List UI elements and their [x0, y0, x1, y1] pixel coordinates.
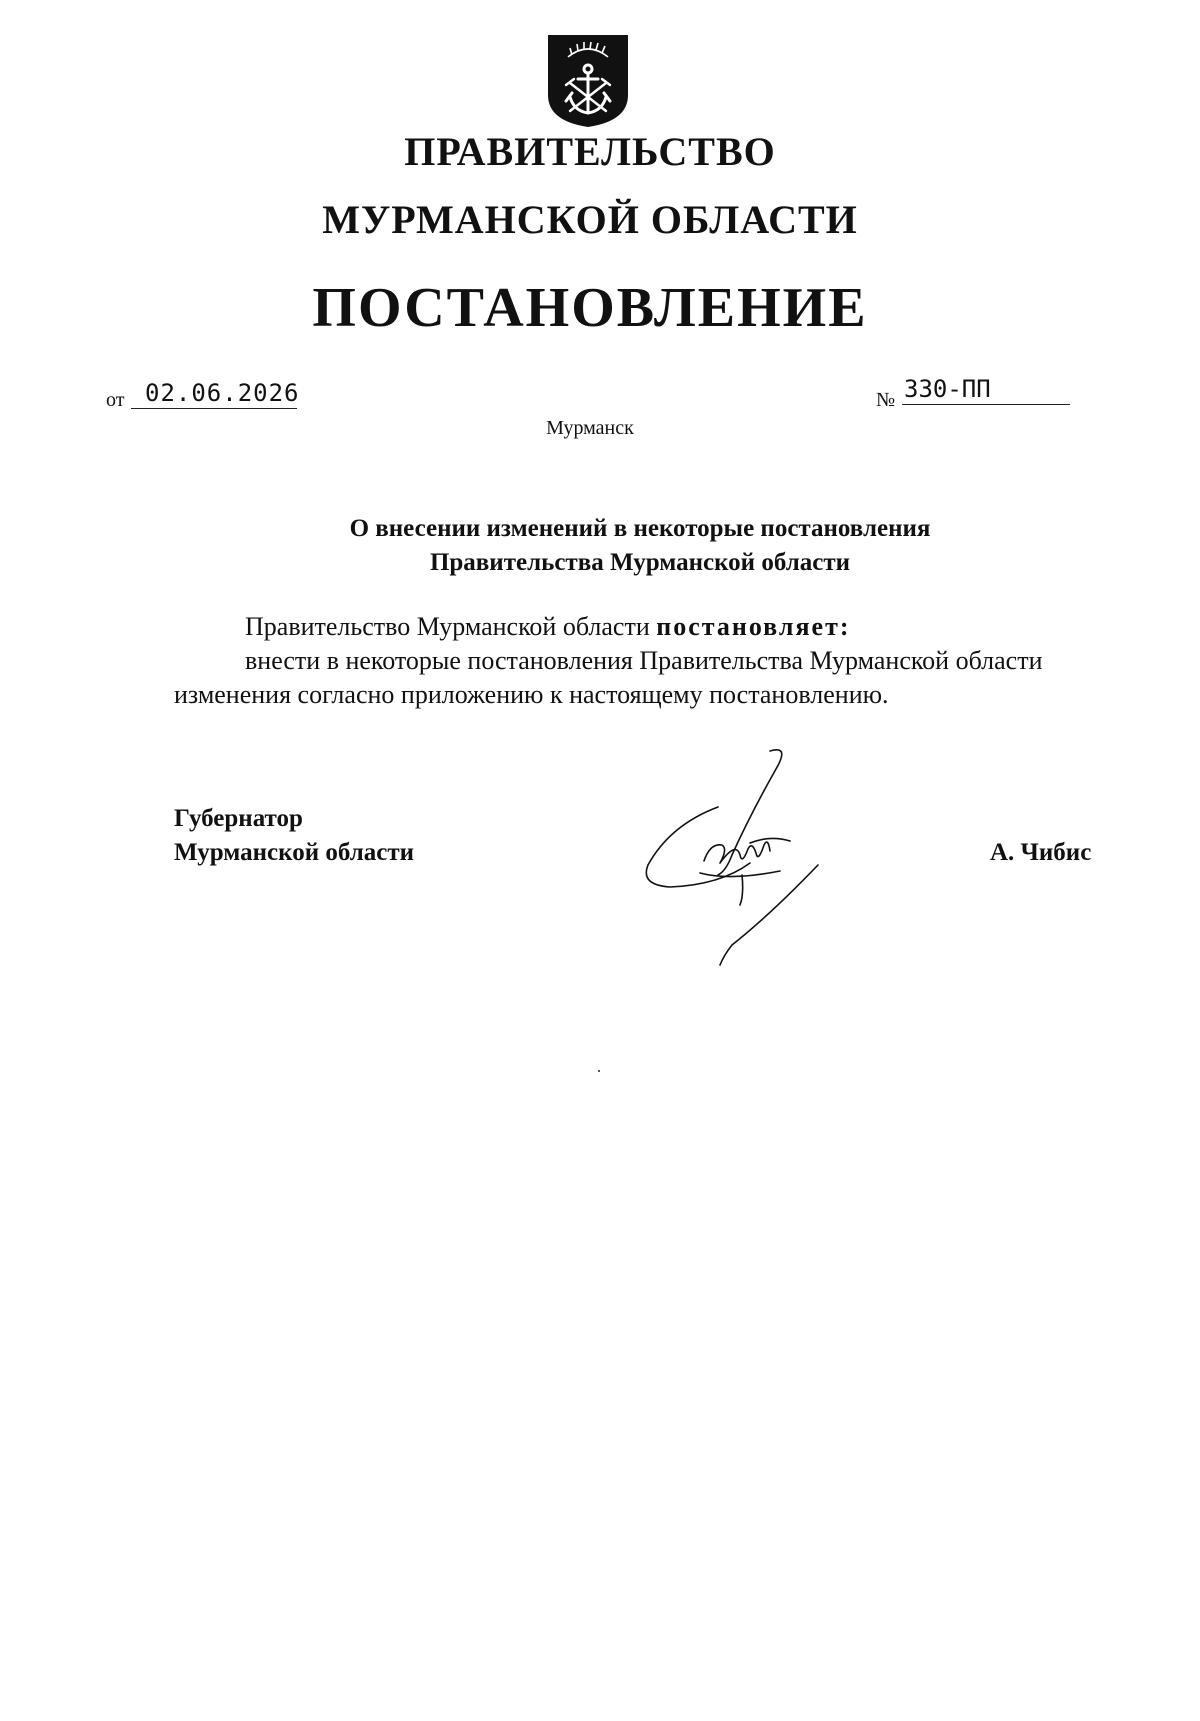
- handwritten-signature-icon: [640, 745, 840, 975]
- intro-verb: постановляет:: [656, 612, 851, 641]
- murmansk-coat-of-arms-icon: [546, 33, 630, 129]
- date-prefix: от: [106, 389, 125, 411]
- scan-speck: [598, 1070, 600, 1072]
- org-name-line-2: МУРМАНСКОЙ ОБЛАСТИ: [322, 197, 858, 242]
- org-name-line-1: ПРАВИТЕЛЬСТВО: [404, 129, 776, 174]
- position-line-2: Мурманской области: [174, 839, 415, 866]
- position-line-1: Губернатор: [174, 805, 303, 832]
- document-number: 330-ПП: [902, 374, 1070, 405]
- decision-line-1: внести в некоторые постановления Правительства Мурманской области: [245, 646, 1043, 675]
- signatory-position: [174, 802, 414, 870]
- signatory-name: А. Чибис: [990, 839, 1092, 866]
- document-date: 02.06.2026: [131, 378, 297, 409]
- subject-line-2: Правительства Мурманской области: [429, 549, 851, 576]
- body-intro: [245, 610, 851, 644]
- subject-line-1: О внесении изменений в некоторые постановления: [349, 515, 931, 542]
- document-subject: [0, 512, 1200, 580]
- number-prefix: №: [876, 389, 896, 411]
- intro-text: Правительство Мурманской области: [245, 612, 650, 641]
- decision-line-2: изменения согласно приложению к настоящему постановлению.: [174, 680, 889, 709]
- city: Мурманск: [546, 417, 634, 439]
- document-type: ПОСТАНОВЛЕНИЕ: [312, 277, 868, 339]
